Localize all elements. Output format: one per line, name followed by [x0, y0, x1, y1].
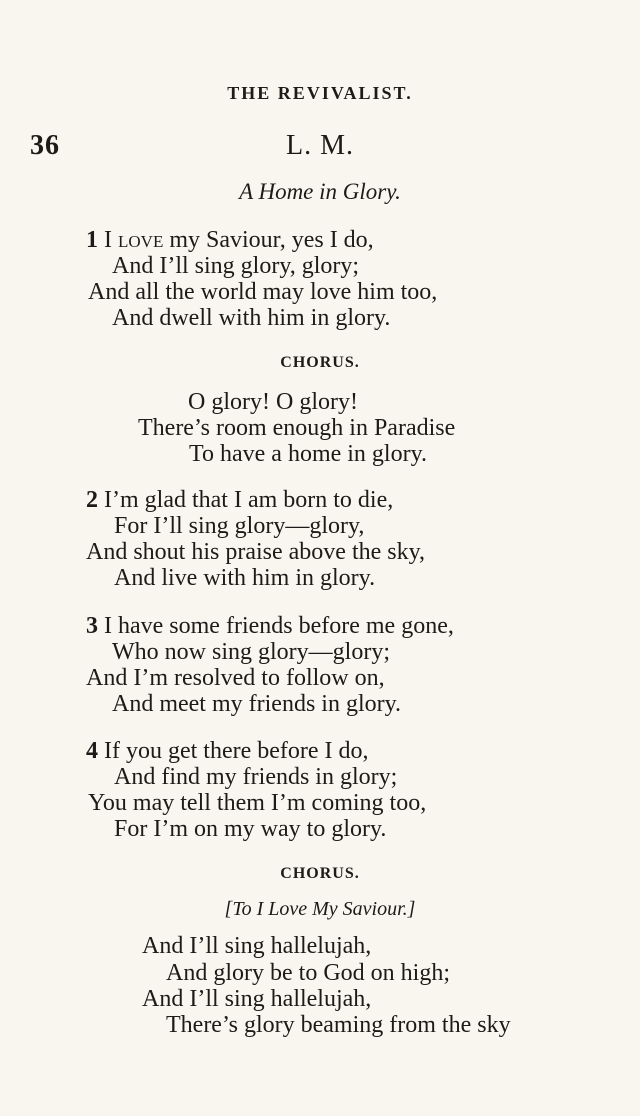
chorus-2-line-2: And glory be to God on high;	[166, 960, 450, 986]
hymn-title: A Home in Glory.	[239, 179, 401, 204]
verse-2-line-1-text: I’m glad that I am born to die,	[104, 487, 394, 513]
verse-1-line-4: And dwell with him in glory.	[112, 305, 391, 331]
verse-1-line-1-rest: my Saviour, yes I do,	[163, 227, 374, 253]
chorus-2-line-1: And I’ll sing hallelujah,	[142, 933, 372, 959]
chorus-1-line-3: To have a home in glory.	[189, 441, 428, 467]
tune-note: [To I Love My Saviour.]	[224, 898, 416, 920]
verse-1-line-1	[86, 228, 374, 252]
verse-4-line-1	[86, 739, 369, 763]
verse-3-line-1	[86, 614, 454, 638]
verse-2-line-4: And live with him in glory.	[114, 565, 376, 591]
verse-2-line-3: And shout his praise above the sky,	[86, 539, 426, 565]
verse-4-line-1-text: If you get there before I do,	[104, 738, 369, 764]
verse-2-line-1	[86, 488, 393, 512]
verse-4-line-4: For I’m on my way to glory.	[114, 816, 387, 842]
verse-4-line-3: You may tell them I’m coming too,	[88, 790, 427, 816]
verse-number: 1	[86, 227, 98, 253]
verse-1-line-2: And I’ll sing glory, glory;	[112, 253, 360, 279]
chorus-2-line-4: There’s glory beaming from the sky	[166, 1012, 511, 1038]
verse-3-line-3: And I’m resolved to follow on,	[86, 665, 385, 691]
chorus-label: CHORUS.	[280, 865, 360, 882]
verse-1-initial: I	[104, 227, 112, 253]
page-number: 36	[30, 130, 60, 161]
running-head: THE REVIVALIST.	[227, 83, 413, 103]
meter-label: L. M.	[286, 130, 354, 161]
chorus-1-line-1: O glory! O glory!	[188, 389, 358, 415]
verse-1-line-3: And all the world may love him too,	[88, 279, 438, 305]
chorus-1-line-2: There’s room enough in Paradise	[138, 415, 456, 441]
verse-number: 3	[86, 613, 98, 639]
verse-number: 4	[86, 738, 98, 764]
verse-4-line-2: And find my friends in glory;	[114, 764, 398, 790]
chorus-2-line-3: And I’ll sing hallelujah,	[142, 986, 372, 1012]
verse-3-line-4: And meet my friends in glory.	[112, 691, 402, 717]
verse-2-line-2: For I’ll sing glory—glory,	[114, 513, 365, 539]
chorus-label: CHORUS.	[280, 354, 360, 371]
verse-1-first-word: love	[118, 227, 164, 253]
verse-number: 2	[86, 487, 98, 513]
verse-3-line-2: Who now sing glory—glory;	[112, 639, 390, 665]
verse-3-line-1-text: I have some friends before me gone,	[104, 613, 454, 639]
